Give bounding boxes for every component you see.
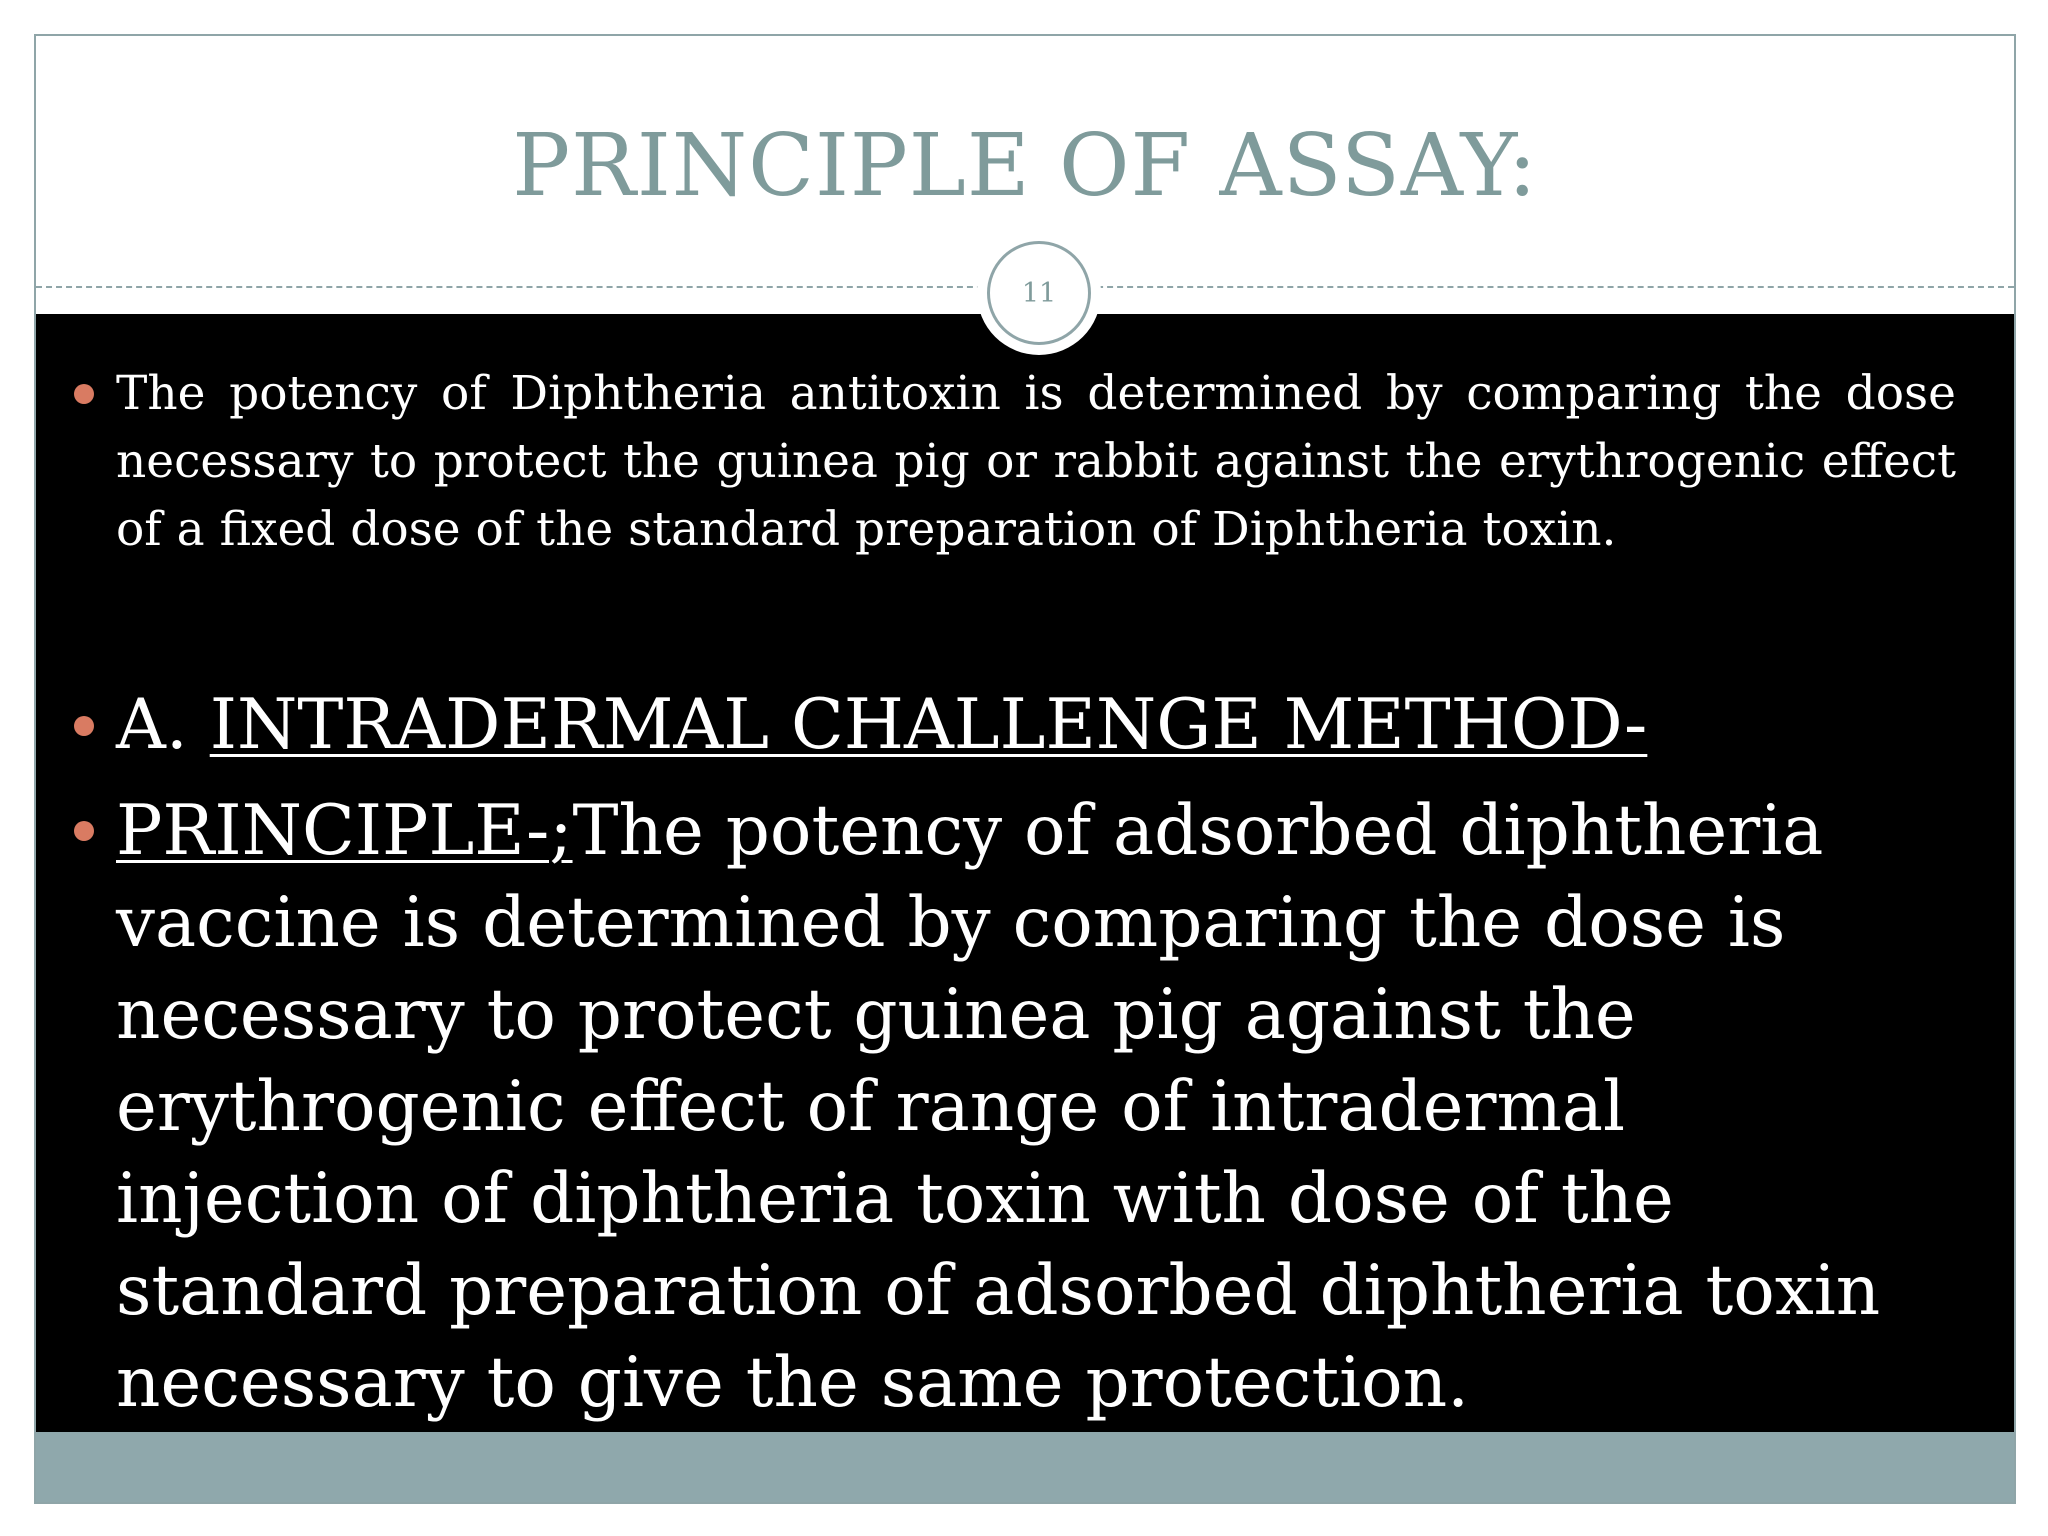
bullet-dot-icon [74,821,94,841]
bullet-dot-icon [74,384,94,404]
bullet-method [116,680,1956,770]
method-prefix: A. [116,685,210,765]
page-number: 11 [1021,277,1057,309]
principle-text: The potency of adsorbed diphtheria vaccine is determined by comparing the dose is necessary to protect guinea pig against the erythrogenic effect of range of intradermal injection of diphtheria toxin with dose of the standard preparation of adsorbed diphtheria toxin necessary to give the same protection. [116,791,1881,1423]
bullet-dot-icon [74,716,94,736]
method-heading: INTRADERMAL CHALLENGE METHOD- [209,685,1648,765]
page-number-ring [987,241,1091,345]
intro-text: The potency of Diphtheria antitoxin is determined by comparing the dose necessary to protect the guinea pig or rabbit against the erythrogenic effect of a fixed dose of the standard preparation of Diphtheria toxin. [116,366,1956,557]
bullet-intro [116,360,1956,564]
bullet-principle [116,785,1946,1429]
slide-title: PRINCIPLE OF ASSAY: [512,116,1538,216]
page-number-badge [977,231,1101,355]
principle-label: PRINCIPLE-; [116,791,573,871]
